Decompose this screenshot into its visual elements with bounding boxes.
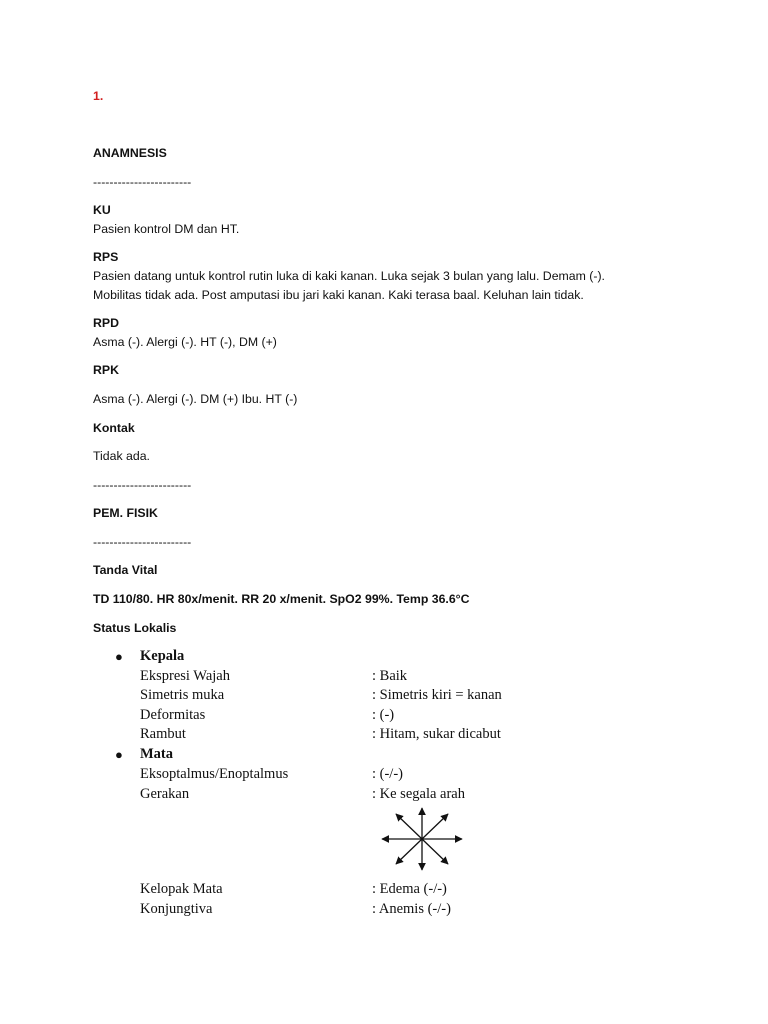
rpk-text: Asma (-). Alergi (-). DM (+) Ibu. HT (-) bbox=[93, 392, 298, 406]
ku-text: Pasien kontrol DM dan HT. bbox=[93, 222, 240, 236]
separator: ------------------------ bbox=[93, 175, 192, 189]
kepala-heading: Kepala bbox=[140, 648, 185, 664]
rps-text-line2: Mobilitas tidak ada. Post amputasi ibu jari kaki kanan. Kaki terasa baal. Keluhan lain tidak. bbox=[93, 288, 584, 302]
kontak-label: Kontak bbox=[93, 421, 135, 435]
rpd-label: RPD bbox=[93, 316, 119, 330]
kontak-text: Tidak ada. bbox=[93, 449, 150, 463]
mata-heading: Mata bbox=[140, 746, 174, 762]
section-number: 1. bbox=[93, 89, 104, 103]
row-value: : Baik bbox=[372, 668, 408, 684]
row-label: Kelopak Mata bbox=[140, 881, 223, 897]
row-value: : Anemis (-/-) bbox=[372, 901, 451, 917]
row-value: : Edema (-/-) bbox=[372, 881, 447, 897]
tanda-vital-text: TD 110/80. HR 80x/menit. RR 20 x/menit. SpO2 99%. Temp 36.6°C bbox=[93, 592, 470, 606]
row-label: Ekspresi Wajah bbox=[140, 668, 230, 684]
row-label: Gerakan bbox=[140, 786, 190, 802]
row-label: Konjungtiva bbox=[140, 901, 213, 917]
rps-text-line1: Pasien datang untuk kontrol rutin luka di kaki kanan. Luka sejak 3 bulan yang lalu. Demam (-). bbox=[93, 269, 605, 283]
status-lokalis-label: Status Lokalis bbox=[93, 621, 177, 635]
anamnesis-heading: ANAMNESIS bbox=[93, 146, 167, 160]
row-label: Deformitas bbox=[140, 707, 206, 723]
row-value: : (-/-) bbox=[372, 766, 403, 782]
bullet-icon: ● bbox=[115, 649, 123, 664]
rpd-text: Asma (-). Alergi (-). HT (-), DM (+) bbox=[93, 335, 277, 349]
row-label: Eksoptalmus/Enoptalmus bbox=[140, 766, 289, 782]
row-value: : Ke segala arah bbox=[372, 786, 465, 802]
separator: ------------------------ bbox=[93, 535, 192, 549]
rps-label: RPS bbox=[93, 250, 119, 264]
row-value: : Hitam, sukar dicabut bbox=[372, 726, 501, 742]
bullet-icon: ● bbox=[115, 747, 123, 762]
pem-fisik-heading: PEM. FISIK bbox=[93, 506, 158, 520]
separator: ------------------------ bbox=[93, 478, 192, 492]
row-value: : (-) bbox=[372, 707, 395, 723]
row-value: : Simetris kiri = kanan bbox=[372, 687, 502, 703]
rpk-label: RPK bbox=[93, 363, 119, 377]
eye-movement-arrows-icon bbox=[380, 806, 464, 872]
tanda-vital-label: Tanda Vital bbox=[93, 563, 158, 577]
row-label: Simetris muka bbox=[140, 687, 225, 703]
row-label: Rambut bbox=[140, 726, 186, 742]
ku-label: KU bbox=[93, 203, 111, 217]
